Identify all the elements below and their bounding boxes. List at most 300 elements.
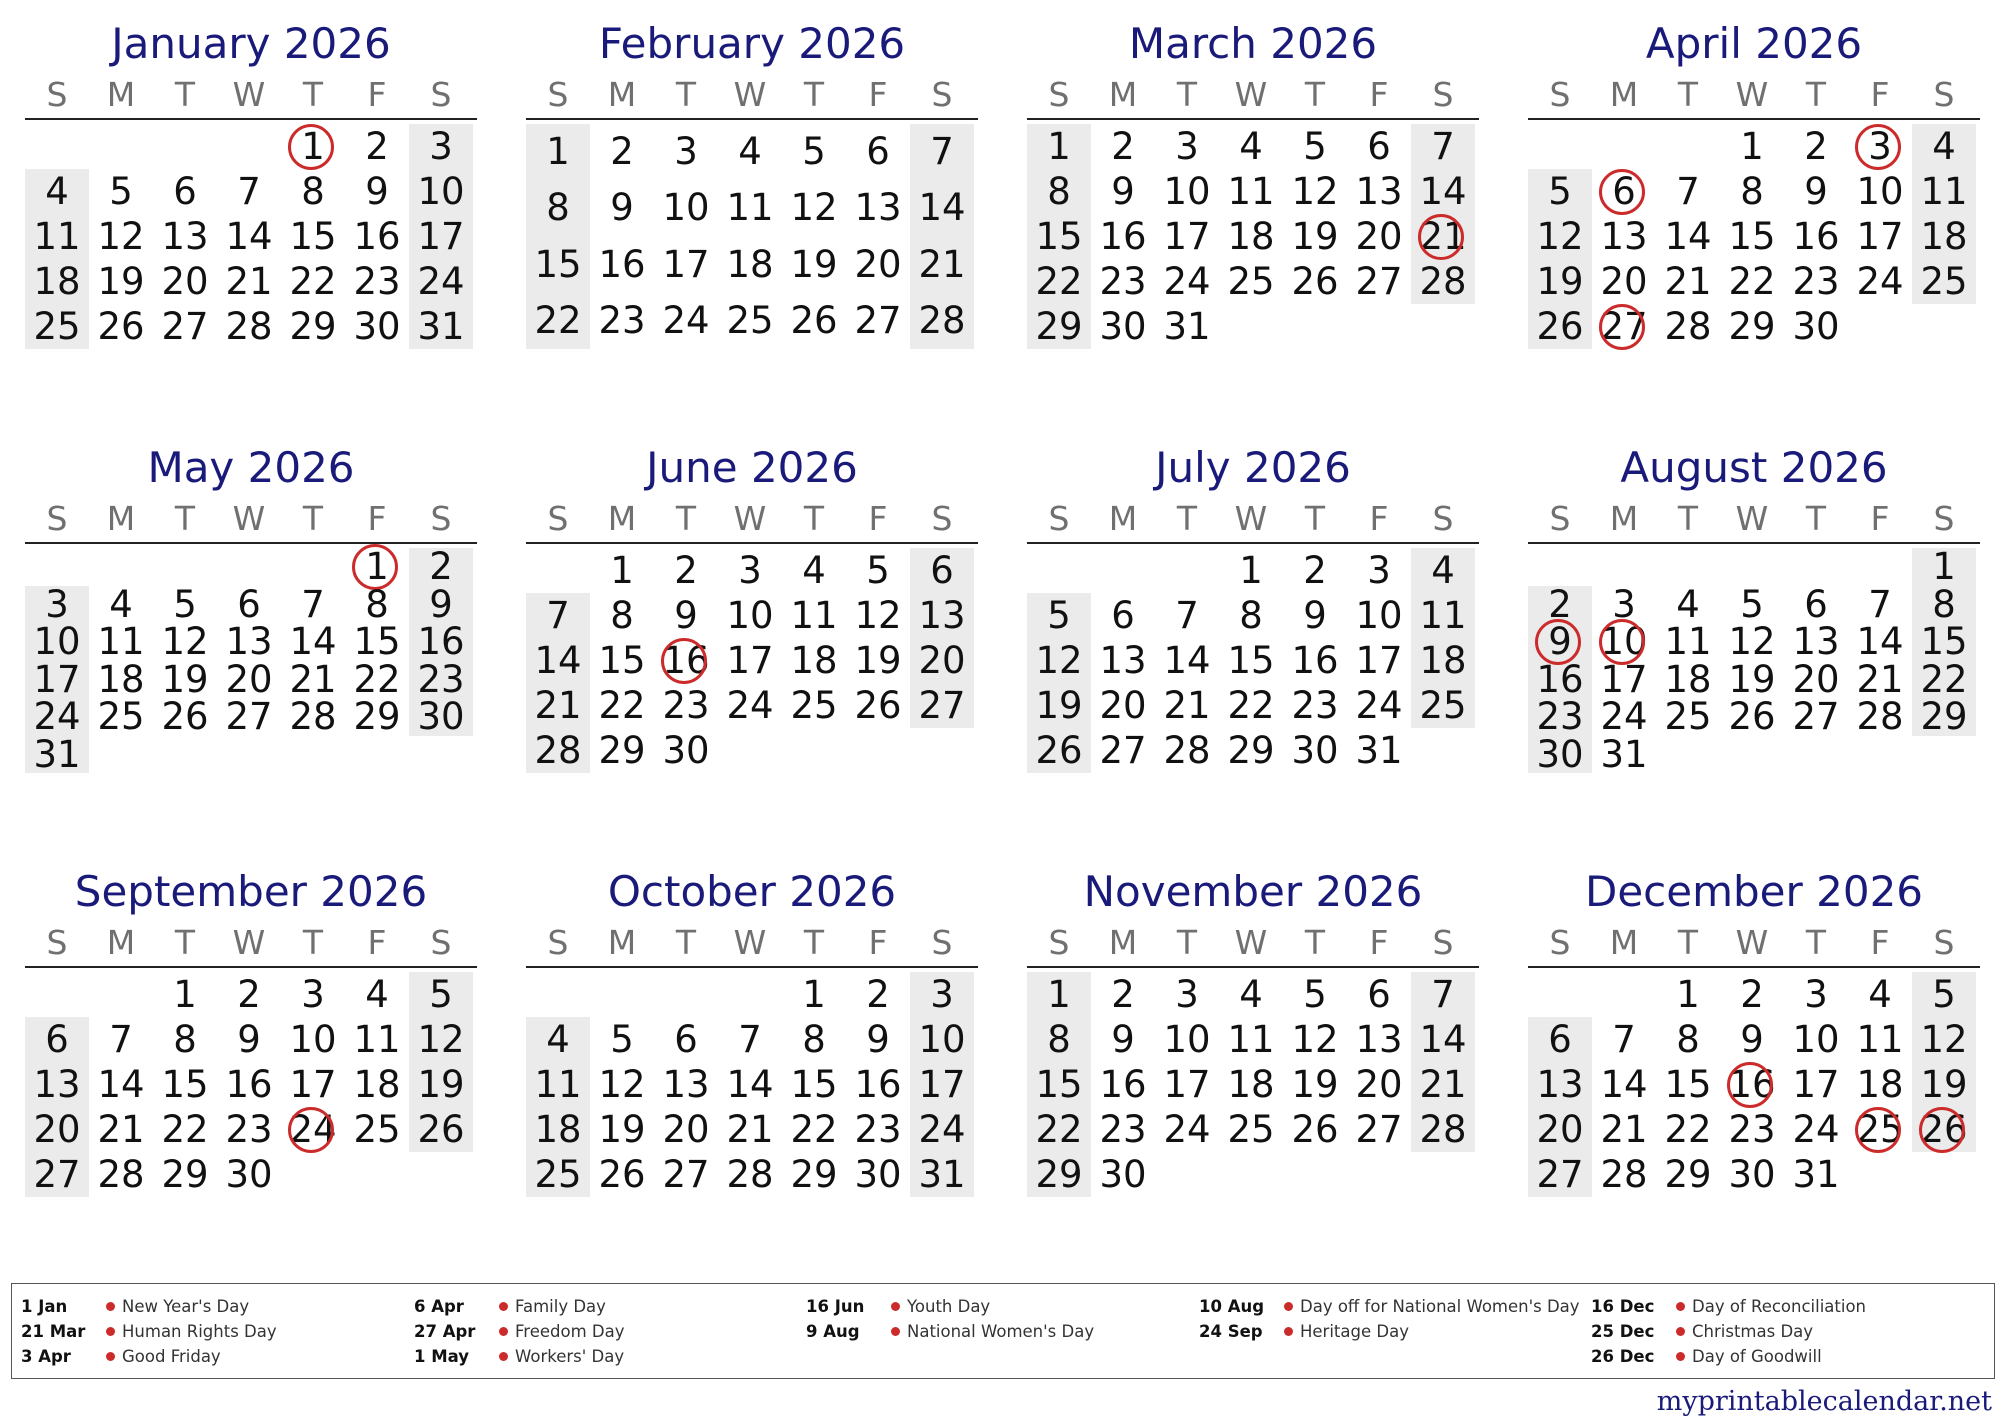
day-cell[interactable]: 19 xyxy=(161,657,209,701)
day-cell[interactable]: 13 xyxy=(1099,639,1147,682)
day-cell[interactable]: 20 xyxy=(1355,1063,1403,1106)
day-cell[interactable]: 13 xyxy=(225,620,273,663)
day-cell[interactable]: 16 xyxy=(1536,657,1584,701)
day-cell[interactable]: 12 xyxy=(97,215,145,258)
day-cell[interactable]: 7 xyxy=(1676,170,1700,213)
day-cell[interactable]: 5 xyxy=(1047,594,1071,637)
day-cell[interactable]: 29 xyxy=(1035,305,1083,348)
day-cell[interactable]: 22 xyxy=(790,1108,838,1151)
day-cell[interactable]: 29 xyxy=(1728,305,1776,348)
day-cell[interactable]: 25 xyxy=(33,305,81,348)
day-cell[interactable]: 28 xyxy=(1163,729,1211,772)
day-cell[interactable]: 5 xyxy=(1303,125,1327,168)
day-cell[interactable]: 4 xyxy=(1868,973,1892,1016)
day-cell[interactable]: 17 xyxy=(289,1063,337,1106)
day-cell[interactable]: 17 xyxy=(726,639,774,682)
day-cell[interactable]: 23 xyxy=(1536,695,1584,738)
day-cell[interactable]: 18 xyxy=(726,242,774,286)
day-cell[interactable]: 2 xyxy=(1740,973,1764,1016)
day-cell[interactable]: 21 xyxy=(289,657,337,701)
day-cell[interactable]: 24 xyxy=(662,298,710,342)
day-cell[interactable]: 8 xyxy=(546,186,570,230)
day-cell[interactable]: 4 xyxy=(1239,125,1263,168)
day-cell[interactable]: 8 xyxy=(1047,1018,1071,1061)
day-cell[interactable]: 18 xyxy=(97,657,145,701)
day-cell[interactable]: 26 xyxy=(97,305,145,348)
day-cell[interactable]: 11 xyxy=(1227,170,1275,213)
day-cell[interactable]: 3 xyxy=(1804,973,1828,1016)
day-cell[interactable]: 14 xyxy=(225,215,273,258)
day-cell[interactable]: 25 xyxy=(790,684,838,727)
day-cell[interactable]: 5 xyxy=(1548,170,1572,213)
day-cell[interactable]: 27 xyxy=(225,695,273,738)
day-cell[interactable]: 3 xyxy=(1848,124,1912,169)
day-cell[interactable]: 17 xyxy=(1600,657,1648,701)
day-cell[interactable]: 12 xyxy=(598,1063,646,1106)
day-cell[interactable]: 20 xyxy=(662,1108,710,1151)
day-cell[interactable]: 26 xyxy=(1291,1108,1339,1151)
day-cell[interactable]: 19 xyxy=(1728,657,1776,701)
day-cell[interactable]: 14 xyxy=(289,620,337,663)
day-cell[interactable]: 14 xyxy=(97,1063,145,1106)
day-cell[interactable]: 22 xyxy=(1728,260,1776,303)
day-cell[interactable]: 25 xyxy=(726,298,774,342)
day-cell[interactable]: 27 xyxy=(161,305,209,348)
day-cell[interactable]: 30 xyxy=(417,695,465,738)
day-cell[interactable]: 25 xyxy=(534,1153,582,1196)
day-cell[interactable]: 11 xyxy=(1856,1018,1904,1061)
day-cell[interactable]: 7 xyxy=(109,1018,133,1061)
day-cell[interactable]: 2 xyxy=(237,973,261,1016)
day-cell[interactable]: 26 xyxy=(854,684,902,727)
day-cell[interactable]: 18 xyxy=(534,1108,582,1151)
day-cell[interactable]: 2 xyxy=(1804,125,1828,168)
day-cell[interactable]: 14 xyxy=(1856,620,1904,663)
day-cell[interactable]: 25 xyxy=(1227,260,1275,303)
day-cell[interactable]: 24 xyxy=(417,260,465,303)
day-cell[interactable]: 19 xyxy=(1035,684,1083,727)
day-cell[interactable]: 17 xyxy=(1856,215,1904,258)
day-cell[interactable]: 1 xyxy=(345,548,409,586)
day-cell[interactable]: 5 xyxy=(109,170,133,213)
day-cell[interactable]: 1 xyxy=(281,124,345,169)
day-cell[interactable]: 15 xyxy=(534,242,582,286)
day-cell[interactable]: 24 xyxy=(918,1108,966,1151)
day-cell[interactable]: 5 xyxy=(610,1018,634,1061)
day-cell[interactable]: 7 xyxy=(738,1018,762,1061)
day-cell[interactable]: 21 xyxy=(534,684,582,727)
day-cell[interactable]: 24 xyxy=(289,1108,337,1151)
day-cell[interactable]: 25 xyxy=(1920,260,1968,303)
day-cell[interactable]: 17 xyxy=(1163,215,1211,258)
day-cell[interactable]: 21 xyxy=(1856,657,1904,701)
day-cell[interactable]: 4 xyxy=(1431,549,1455,592)
day-cell[interactable]: 24 xyxy=(1163,260,1211,303)
day-cell[interactable]: 11 xyxy=(726,186,774,230)
day-cell[interactable]: 22 xyxy=(1035,260,1083,303)
day-cell[interactable]: 27 xyxy=(1536,1153,1584,1196)
day-cell[interactable]: 22 xyxy=(1035,1108,1083,1151)
day-cell[interactable]: 27 xyxy=(1355,1108,1403,1151)
day-cell[interactable]: 26 xyxy=(161,695,209,738)
day-cell[interactable]: 18 xyxy=(1227,215,1275,258)
day-cell[interactable]: 22 xyxy=(161,1108,209,1151)
day-cell[interactable]: 15 xyxy=(353,620,401,663)
day-cell[interactable]: 30 xyxy=(1728,1153,1776,1196)
day-cell[interactable]: 13 xyxy=(1792,620,1840,663)
day-cell[interactable]: 28 xyxy=(289,695,337,738)
day-cell[interactable]: 9 xyxy=(1303,594,1327,637)
day-cell[interactable]: 23 xyxy=(1291,684,1339,727)
day-cell[interactable]: 27 xyxy=(918,684,966,727)
day-cell[interactable]: 23 xyxy=(598,298,646,342)
day-cell[interactable]: 18 xyxy=(1664,657,1712,701)
day-cell[interactable]: 11 xyxy=(1227,1018,1275,1061)
day-cell[interactable]: 28 xyxy=(918,298,966,342)
day-cell[interactable]: 21 xyxy=(1600,1108,1648,1151)
day-cell[interactable]: 14 xyxy=(1600,1063,1648,1106)
day-cell[interactable]: 20 xyxy=(225,657,273,701)
day-cell[interactable]: 30 xyxy=(353,305,401,348)
day-cell[interactable]: 6 xyxy=(1367,125,1391,168)
day-cell[interactable]: 18 xyxy=(1920,215,1968,258)
day-cell[interactable]: 31 xyxy=(1792,1153,1840,1196)
day-cell[interactable]: 7 xyxy=(1868,582,1892,626)
day-cell[interactable]: 5 xyxy=(802,130,826,173)
day-cell[interactable]: 1 xyxy=(546,130,570,173)
day-cell[interactable]: 8 xyxy=(301,170,325,213)
day-cell[interactable]: 6 xyxy=(173,170,197,213)
day-cell[interactable]: 6 xyxy=(237,582,261,626)
day-cell[interactable]: 14 xyxy=(1163,639,1211,682)
day-cell[interactable]: 23 xyxy=(225,1108,273,1151)
day-cell[interactable]: 21 xyxy=(1419,215,1467,258)
day-cell[interactable]: 18 xyxy=(353,1063,401,1106)
day-cell[interactable]: 29 xyxy=(1227,729,1275,772)
day-cell[interactable]: 26 xyxy=(1536,305,1584,348)
day-cell[interactable]: 4 xyxy=(1932,125,1956,168)
day-cell[interactable]: 25 xyxy=(1856,1108,1904,1151)
day-cell[interactable]: 14 xyxy=(726,1063,774,1106)
day-cell[interactable]: 1 xyxy=(610,549,634,592)
day-cell[interactable]: 18 xyxy=(33,260,81,303)
day-cell[interactable]: 29 xyxy=(161,1153,209,1196)
day-cell[interactable]: 4 xyxy=(1676,582,1700,626)
day-cell[interactable]: 8 xyxy=(1239,594,1263,637)
day-cell[interactable]: 31 xyxy=(1600,732,1648,776)
day-cell[interactable]: 5 xyxy=(1740,582,1764,626)
day-cell[interactable]: 5 xyxy=(1303,973,1327,1016)
day-cell[interactable]: 1 xyxy=(173,973,197,1016)
day-cell[interactable]: 20 xyxy=(854,242,902,286)
day-cell[interactable]: 5 xyxy=(429,973,453,1016)
day-cell[interactable]: 20 xyxy=(161,260,209,303)
day-cell[interactable]: 26 xyxy=(1728,695,1776,738)
day-cell[interactable]: 30 xyxy=(1792,305,1840,348)
day-cell[interactable]: 28 xyxy=(225,305,273,348)
day-cell[interactable]: 10 xyxy=(1355,594,1403,637)
day-cell[interactable]: 16 xyxy=(1728,1063,1776,1106)
day-cell[interactable]: 12 xyxy=(790,186,838,230)
day-cell[interactable]: 15 xyxy=(1227,639,1275,682)
day-cell[interactable]: 19 xyxy=(1536,260,1584,303)
day-cell[interactable]: 27 xyxy=(1355,260,1403,303)
day-cell[interactable]: 28 xyxy=(1664,305,1712,348)
day-cell[interactable]: 14 xyxy=(1419,170,1467,213)
day-cell[interactable]: 5 xyxy=(866,549,890,592)
day-cell[interactable]: 17 xyxy=(1792,1063,1840,1106)
day-cell[interactable]: 19 xyxy=(97,260,145,303)
day-cell[interactable]: 28 xyxy=(1419,1108,1467,1151)
day-cell[interactable]: 7 xyxy=(1175,594,1199,637)
day-cell[interactable]: 12 xyxy=(1291,1018,1339,1061)
day-cell[interactable]: 9 xyxy=(1740,1018,1764,1061)
day-cell[interactable]: 12 xyxy=(854,594,902,637)
day-cell[interactable]: 8 xyxy=(1740,170,1764,213)
day-cell[interactable]: 8 xyxy=(1932,582,1956,626)
day-cell[interactable]: 9 xyxy=(1111,170,1135,213)
day-cell[interactable]: 10 xyxy=(1163,170,1211,213)
day-cell[interactable]: 15 xyxy=(1920,620,1968,663)
day-cell[interactable]: 9 xyxy=(610,186,634,230)
day-cell[interactable]: 7 xyxy=(1612,1018,1636,1061)
day-cell[interactable]: 28 xyxy=(726,1153,774,1196)
day-cell[interactable]: 16 xyxy=(598,242,646,286)
day-cell[interactable]: 31 xyxy=(1355,729,1403,772)
day-cell[interactable]: 23 xyxy=(1792,260,1840,303)
day-cell[interactable]: 19 xyxy=(1920,1063,1968,1106)
day-cell[interactable]: 7 xyxy=(1431,125,1455,168)
day-cell[interactable]: 4 xyxy=(802,549,826,592)
day-cell[interactable]: 13 xyxy=(854,186,902,230)
day-cell[interactable]: 16 xyxy=(1291,639,1339,682)
day-cell[interactable]: 31 xyxy=(417,305,465,348)
day-cell[interactable]: 1 xyxy=(1239,549,1263,592)
day-cell[interactable]: 12 xyxy=(1920,1018,1968,1061)
day-cell[interactable]: 12 xyxy=(1035,639,1083,682)
day-cell[interactable]: 5 xyxy=(1932,973,1956,1016)
day-cell[interactable]: 30 xyxy=(662,729,710,772)
day-cell[interactable]: 25 xyxy=(353,1108,401,1151)
day-cell[interactable]: 4 xyxy=(738,130,762,173)
day-cell[interactable]: 23 xyxy=(1099,1108,1147,1151)
day-cell[interactable]: 16 xyxy=(1099,1063,1147,1106)
day-cell[interactable]: 24 xyxy=(1856,260,1904,303)
day-cell[interactable]: 7 xyxy=(301,582,325,626)
day-cell[interactable]: 15 xyxy=(790,1063,838,1106)
day-cell[interactable]: 24 xyxy=(1600,695,1648,738)
day-cell[interactable]: 31 xyxy=(33,732,81,776)
day-cell[interactable]: 29 xyxy=(289,305,337,348)
day-cell[interactable]: 25 xyxy=(1227,1108,1275,1151)
day-cell[interactable]: 9 xyxy=(866,1018,890,1061)
day-cell[interactable]: 26 xyxy=(1035,729,1083,772)
day-cell[interactable]: 14 xyxy=(918,186,966,230)
day-cell[interactable]: 9 xyxy=(237,1018,261,1061)
day-cell[interactable]: 2 xyxy=(1111,973,1135,1016)
day-cell[interactable]: 1 xyxy=(1047,125,1071,168)
day-cell[interactable]: 12 xyxy=(1728,620,1776,663)
day-cell[interactable]: 8 xyxy=(365,582,389,626)
day-cell[interactable]: 6 xyxy=(1367,973,1391,1016)
day-cell[interactable]: 13 xyxy=(1355,170,1403,213)
day-cell[interactable]: 21 xyxy=(1163,684,1211,727)
day-cell[interactable]: 25 xyxy=(1419,684,1467,727)
day-cell[interactable]: 15 xyxy=(1035,215,1083,258)
day-cell[interactable]: 2 xyxy=(866,973,890,1016)
day-cell[interactable]: 27 xyxy=(1099,729,1147,772)
day-cell[interactable]: 9 xyxy=(1528,623,1592,661)
day-cell[interactable]: 2 xyxy=(1548,582,1572,626)
day-cell[interactable]: 30 xyxy=(225,1153,273,1196)
day-cell[interactable]: 25 xyxy=(1664,695,1712,738)
day-cell[interactable]: 22 xyxy=(1227,684,1275,727)
day-cell[interactable]: 7 xyxy=(1431,973,1455,1016)
day-cell[interactable]: 7 xyxy=(930,130,954,173)
day-cell[interactable]: 3 xyxy=(429,125,453,168)
day-cell[interactable]: 7 xyxy=(237,170,261,213)
day-cell[interactable]: 21 xyxy=(1664,260,1712,303)
day-cell[interactable]: 17 xyxy=(417,215,465,258)
day-cell[interactable]: 22 xyxy=(1664,1108,1712,1151)
day-cell[interactable]: 17 xyxy=(1355,639,1403,682)
day-cell[interactable]: 27 xyxy=(662,1153,710,1196)
day-cell[interactable]: 9 xyxy=(429,582,453,626)
day-cell[interactable]: 29 xyxy=(353,695,401,738)
day-cell[interactable]: 3 xyxy=(1367,549,1391,592)
day-cell[interactable]: 1 xyxy=(802,973,826,1016)
day-cell[interactable]: 8 xyxy=(610,594,634,637)
day-cell[interactable]: 29 xyxy=(1035,1153,1083,1196)
day-cell[interactable]: 17 xyxy=(918,1063,966,1106)
day-cell[interactable]: 15 xyxy=(598,639,646,682)
day-cell[interactable]: 30 xyxy=(854,1153,902,1196)
day-cell[interactable]: 28 xyxy=(534,729,582,772)
day-cell[interactable]: 8 xyxy=(1676,1018,1700,1061)
day-cell[interactable]: 11 xyxy=(97,620,145,663)
day-cell[interactable]: 21 xyxy=(97,1108,145,1151)
day-cell[interactable]: 2 xyxy=(1303,549,1327,592)
day-cell[interactable]: 19 xyxy=(790,242,838,286)
day-cell[interactable]: 19 xyxy=(854,639,902,682)
day-cell[interactable]: 9 xyxy=(1804,170,1828,213)
day-cell[interactable]: 16 xyxy=(1099,215,1147,258)
day-cell[interactable]: 1 xyxy=(1932,545,1956,588)
day-cell[interactable]: 3 xyxy=(674,130,698,173)
day-cell[interactable]: 20 xyxy=(1355,215,1403,258)
day-cell[interactable]: 28 xyxy=(1600,1153,1648,1196)
day-cell[interactable]: 22 xyxy=(289,260,337,303)
day-cell[interactable]: 27 xyxy=(33,1153,81,1196)
day-cell[interactable]: 24 xyxy=(1163,1108,1211,1151)
day-cell[interactable]: 21 xyxy=(1419,1063,1467,1106)
day-cell[interactable]: 11 xyxy=(1419,594,1467,637)
day-cell[interactable]: 28 xyxy=(1419,260,1467,303)
day-cell[interactable]: 22 xyxy=(1920,657,1968,701)
day-cell[interactable]: 13 xyxy=(1600,215,1648,258)
day-cell[interactable]: 21 xyxy=(225,260,273,303)
day-cell[interactable]: 17 xyxy=(662,242,710,286)
day-cell[interactable]: 1 xyxy=(1676,973,1700,1016)
day-cell[interactable]: 22 xyxy=(353,657,401,701)
day-cell[interactable]: 26 xyxy=(1920,1108,1968,1151)
day-cell[interactable]: 19 xyxy=(1291,1063,1339,1106)
day-cell[interactable]: 12 xyxy=(161,620,209,663)
day-cell[interactable]: 10 xyxy=(33,620,81,663)
day-cell[interactable]: 24 xyxy=(1355,684,1403,727)
day-cell[interactable]: 13 xyxy=(1536,1063,1584,1106)
day-cell[interactable]: 6 xyxy=(1111,594,1135,637)
day-cell[interactable]: 19 xyxy=(417,1063,465,1106)
day-cell[interactable]: 10 xyxy=(1163,1018,1211,1061)
day-cell[interactable]: 2 xyxy=(674,549,698,592)
day-cell[interactable]: 4 xyxy=(546,1018,570,1061)
day-cell[interactable]: 3 xyxy=(1175,973,1199,1016)
day-cell[interactable]: 12 xyxy=(417,1018,465,1061)
day-cell[interactable]: 4 xyxy=(1239,973,1263,1016)
day-cell[interactable]: 15 xyxy=(289,215,337,258)
day-cell[interactable]: 24 xyxy=(1792,1108,1840,1151)
day-cell[interactable]: 29 xyxy=(790,1153,838,1196)
day-cell[interactable]: 6 xyxy=(1804,582,1828,626)
day-cell[interactable]: 3 xyxy=(1175,125,1199,168)
day-cell[interactable]: 21 xyxy=(726,1108,774,1151)
day-cell[interactable]: 13 xyxy=(918,594,966,637)
day-cell[interactable]: 26 xyxy=(598,1153,646,1196)
day-cell[interactable]: 3 xyxy=(301,973,325,1016)
day-cell[interactable]: 17 xyxy=(33,657,81,701)
day-cell[interactable]: 2 xyxy=(365,125,389,168)
day-cell[interactable]: 10 xyxy=(918,1018,966,1061)
day-cell[interactable]: 10 xyxy=(289,1018,337,1061)
day-cell[interactable]: 31 xyxy=(1163,305,1211,348)
day-cell[interactable]: 23 xyxy=(353,260,401,303)
day-cell[interactable]: 27 xyxy=(854,298,902,342)
day-cell[interactable]: 1 xyxy=(1740,125,1764,168)
day-cell[interactable]: 9 xyxy=(365,170,389,213)
day-cell[interactable]: 30 xyxy=(1099,1153,1147,1196)
day-cell[interactable]: 15 xyxy=(1728,215,1776,258)
day-cell[interactable]: 6 xyxy=(1592,169,1656,214)
day-cell[interactable]: 23 xyxy=(417,657,465,701)
day-cell[interactable]: 23 xyxy=(662,684,710,727)
day-cell[interactable]: 1 xyxy=(1047,973,1071,1016)
day-cell[interactable]: 5 xyxy=(173,582,197,626)
day-cell[interactable]: 31 xyxy=(918,1153,966,1196)
day-cell[interactable]: 9 xyxy=(1111,1018,1135,1061)
day-cell[interactable]: 25 xyxy=(97,695,145,738)
day-cell[interactable]: 19 xyxy=(598,1108,646,1151)
day-cell[interactable]: 7 xyxy=(546,594,570,637)
day-cell[interactable]: 4 xyxy=(365,973,389,1016)
day-cell[interactable]: 21 xyxy=(918,242,966,286)
day-cell[interactable]: 23 xyxy=(1099,260,1147,303)
day-cell[interactable]: 10 xyxy=(1600,620,1648,663)
day-cell[interactable]: 11 xyxy=(790,594,838,637)
day-cell[interactable]: 18 xyxy=(790,639,838,682)
day-cell[interactable]: 30 xyxy=(1536,732,1584,776)
day-cell[interactable]: 9 xyxy=(674,594,698,637)
day-cell[interactable]: 13 xyxy=(662,1063,710,1106)
day-cell[interactable]: 28 xyxy=(97,1153,145,1196)
day-cell[interactable]: 3 xyxy=(45,582,69,626)
day-cell[interactable]: 3 xyxy=(738,549,762,592)
day-cell[interactable]: 28 xyxy=(1856,695,1904,738)
day-cell[interactable]: 20 xyxy=(33,1108,81,1151)
day-cell[interactable]: 20 xyxy=(1600,260,1648,303)
day-cell[interactable]: 27 xyxy=(1600,305,1648,348)
day-cell[interactable]: 3 xyxy=(1612,582,1636,626)
